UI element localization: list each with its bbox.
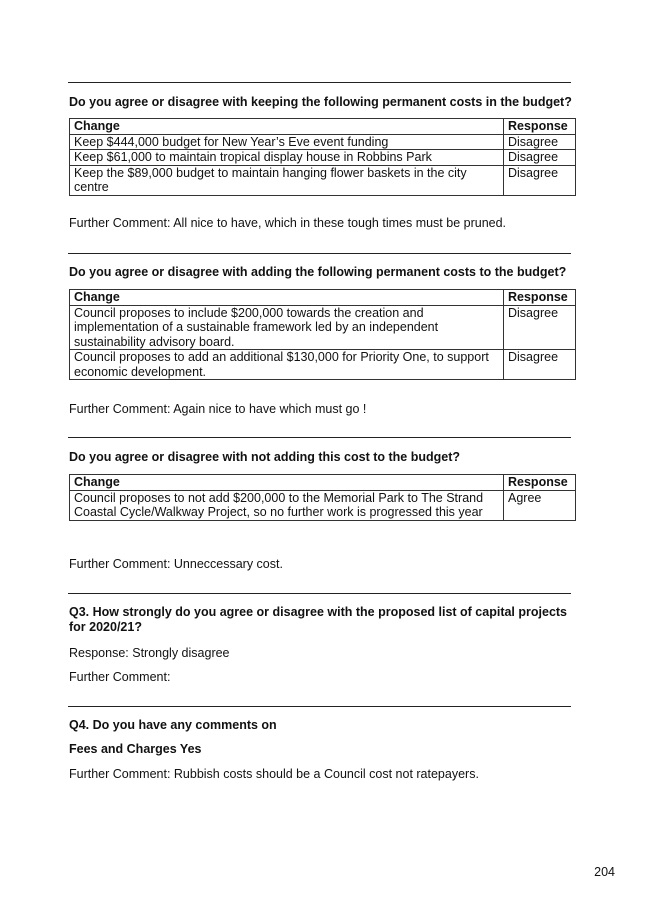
response-cell: Agree	[504, 490, 576, 520]
response-header: Response	[504, 290, 576, 306]
section3-question: Do you agree or disagree with not adding this cost to the budget?	[69, 450, 460, 464]
response-cell: Disagree	[504, 150, 576, 166]
change-cell: Council proposes to include $200,000 towards the creation and implementation of a sustainable framework led by an independent sustainability advisory board.	[70, 305, 504, 350]
table-row	[70, 350, 576, 380]
section-divider	[68, 82, 571, 83]
section2-question: Do you agree or disagree with adding the following permanent costs to the budget?	[69, 265, 567, 279]
response-cell: Disagree	[504, 134, 576, 150]
change-cell: Council proposes to not add $200,000 to the Memorial Park to The Strand Coastal Cycle/Walkway Project, so no further work is progressed this year	[70, 490, 504, 520]
q4-question: Q4. Do you have any comments on	[69, 718, 277, 732]
section2-table	[69, 289, 576, 380]
q3-comment: Further Comment:	[69, 670, 171, 684]
section1-table	[69, 118, 576, 196]
section-divider	[68, 593, 571, 594]
table-row	[70, 150, 576, 166]
change-cell: Council proposes to add an additional $130,000 for Priority One, to support economic development.	[70, 350, 504, 380]
section1-comment: Further Comment: All nice to have, which in these tough times must be pruned.	[69, 216, 507, 230]
table-row	[70, 305, 576, 350]
change-cell: Keep $444,000 budget for New Year’s Eve event funding	[70, 134, 504, 150]
change-cell: Keep the $89,000 budget to maintain hanging flower baskets in the city centre	[70, 165, 504, 195]
q4-topic: Fees and Charges Yes	[69, 742, 202, 756]
change-header: Change	[70, 119, 504, 135]
change-header: Change	[70, 290, 504, 306]
q3-response: Response: Strongly disagree	[69, 646, 230, 660]
response-header: Response	[504, 475, 576, 491]
section-divider	[68, 706, 571, 707]
table-header-row	[70, 475, 576, 491]
response-header: Response	[504, 119, 576, 135]
table-row	[70, 490, 576, 520]
section3-table	[69, 474, 576, 521]
section1-question: Do you agree or disagree with keeping the following permanent costs in the budget?	[69, 95, 572, 109]
section3-comment: Further Comment: Unneccessary cost.	[69, 557, 283, 571]
response-cell: Disagree	[504, 305, 576, 350]
section-divider	[68, 253, 571, 254]
change-cell: Keep $61,000 to maintain tropical display house in Robbins Park	[70, 150, 504, 166]
table-header-row	[70, 119, 576, 135]
section-divider	[68, 437, 571, 438]
table-row	[70, 165, 576, 195]
page-number: 204	[594, 865, 615, 879]
table-row	[70, 134, 576, 150]
change-header: Change	[70, 475, 504, 491]
q3-question: Q3. How strongly do you agree or disagree with the proposed list of capital projects for 2020/21?	[69, 605, 568, 634]
response-cell: Disagree	[504, 350, 576, 380]
table-header-row	[70, 290, 576, 306]
response-cell: Disagree	[504, 165, 576, 195]
q4-comment: Further Comment: Rubbish costs should be a Council cost not ratepayers.	[69, 767, 479, 781]
section2-comment: Further Comment: Again nice to have which must go !	[69, 402, 367, 416]
